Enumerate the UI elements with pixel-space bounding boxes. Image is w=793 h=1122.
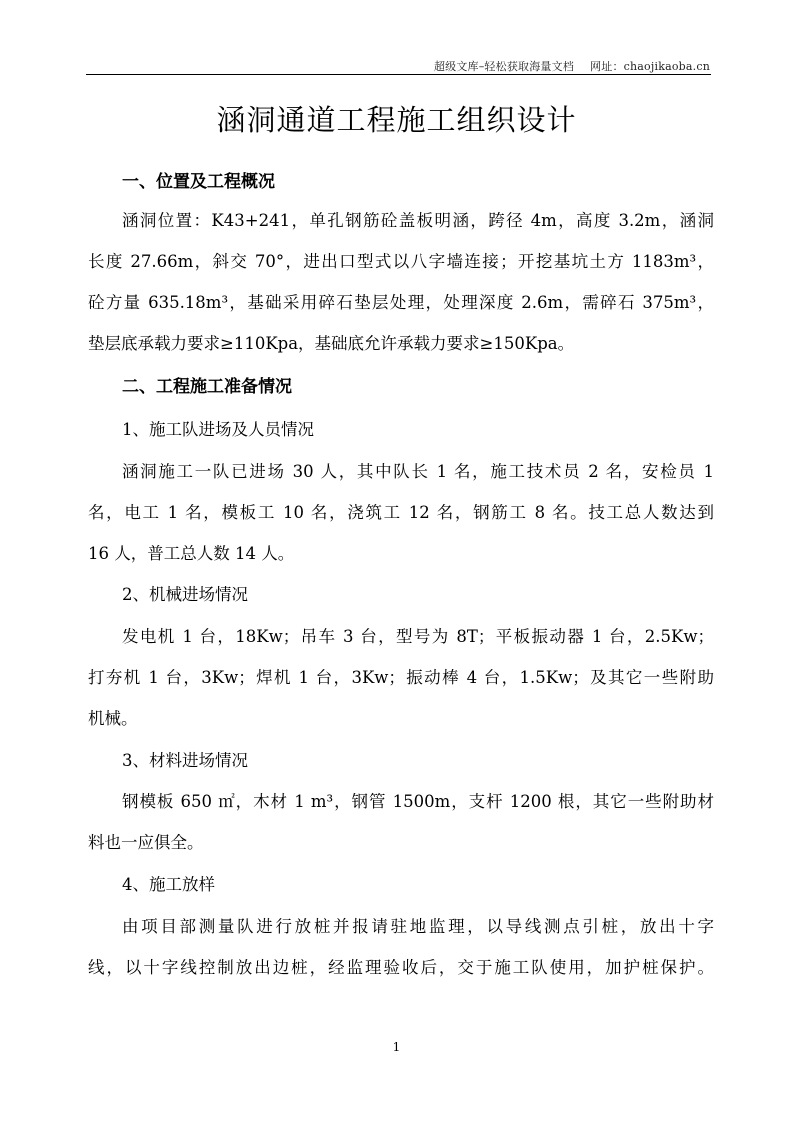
subsection-heading: 4、施工放样 (122, 875, 215, 894)
paragraph-line: 打夯机 1 台，3Kw；焊机 1 台，3Kw；振动棒 4 台，1.5Kw；及其它一些附助 (88, 668, 714, 687)
paragraph-line: 发电机 1 台，18Kw；吊车 3 台，型号为 8T；平板振动器 1 台，2.5Kw； (122, 627, 714, 646)
section-heading: 一、位置及工程概况 (122, 172, 275, 192)
section-heading: 二、工程施工准备情况 (122, 377, 292, 397)
paragraph-line: 16 人，普工总人数 14 人。 (88, 544, 295, 563)
paragraph-line: 涵洞施工一队已进场 30 人，其中队长 1 名，施工技术员 2 名，安检员 1 (122, 462, 714, 481)
page-number: 1 (392, 1040, 401, 1054)
site-slogan: 超级文库–轻松获取海量文档 (433, 60, 575, 73)
paragraph-line: 长度 27.66m，斜交 70°，进出口型式以八字墙连接；开挖基坑土方 1183m³， (88, 252, 714, 271)
paragraph-line: 垫层底承载力要求≥110Kpa，基础底允许承载力要求≥150Kpa。 (88, 334, 575, 353)
document-title: 涵洞通道工程施工组织设计 (216, 103, 577, 137)
paragraph-line: 钢模板 650 ㎡，木材 1 m³，钢管 1500m，支杆 1200 根，其它一些附助材 (122, 792, 714, 811)
paragraph-line: 线，以十字线控制放出边桩，经监理验收后，交于施工队使用，加护桩保护。 (88, 958, 714, 977)
paragraph-line: 名，电工 1 名，模板工 10 名，浇筑工 12 名，钢筋工 8 名。技工总人数达到 (88, 503, 714, 522)
subsection-heading: 3、材料进场情况 (122, 751, 248, 770)
header-divider (86, 74, 711, 75)
paragraph-line: 由项目部测量队进行放桩并报请驻地监理，以导线测点引桩，放出十字 (122, 917, 714, 936)
paragraph-line: 砼方量 635.18m³，基础采用碎石垫层处理，处理深度 2.6m，需碎石 375m³， (88, 293, 714, 312)
subsection-heading: 2、机械进场情况 (122, 585, 248, 604)
subsection-heading: 1、施工队进场及人员情况 (122, 420, 314, 439)
paragraph-line: 涵洞位置：K43+241，单孔钢筋砼盖板明涵，跨径 4m，高度 3.2m，涵洞 (122, 211, 714, 230)
header-text (86, 58, 710, 74)
site-url: 网址：chaojikaoba.cn (590, 60, 710, 73)
paragraph-line: 料也一应俱全。 (88, 833, 204, 852)
paragraph-line: 机械。 (88, 709, 138, 728)
